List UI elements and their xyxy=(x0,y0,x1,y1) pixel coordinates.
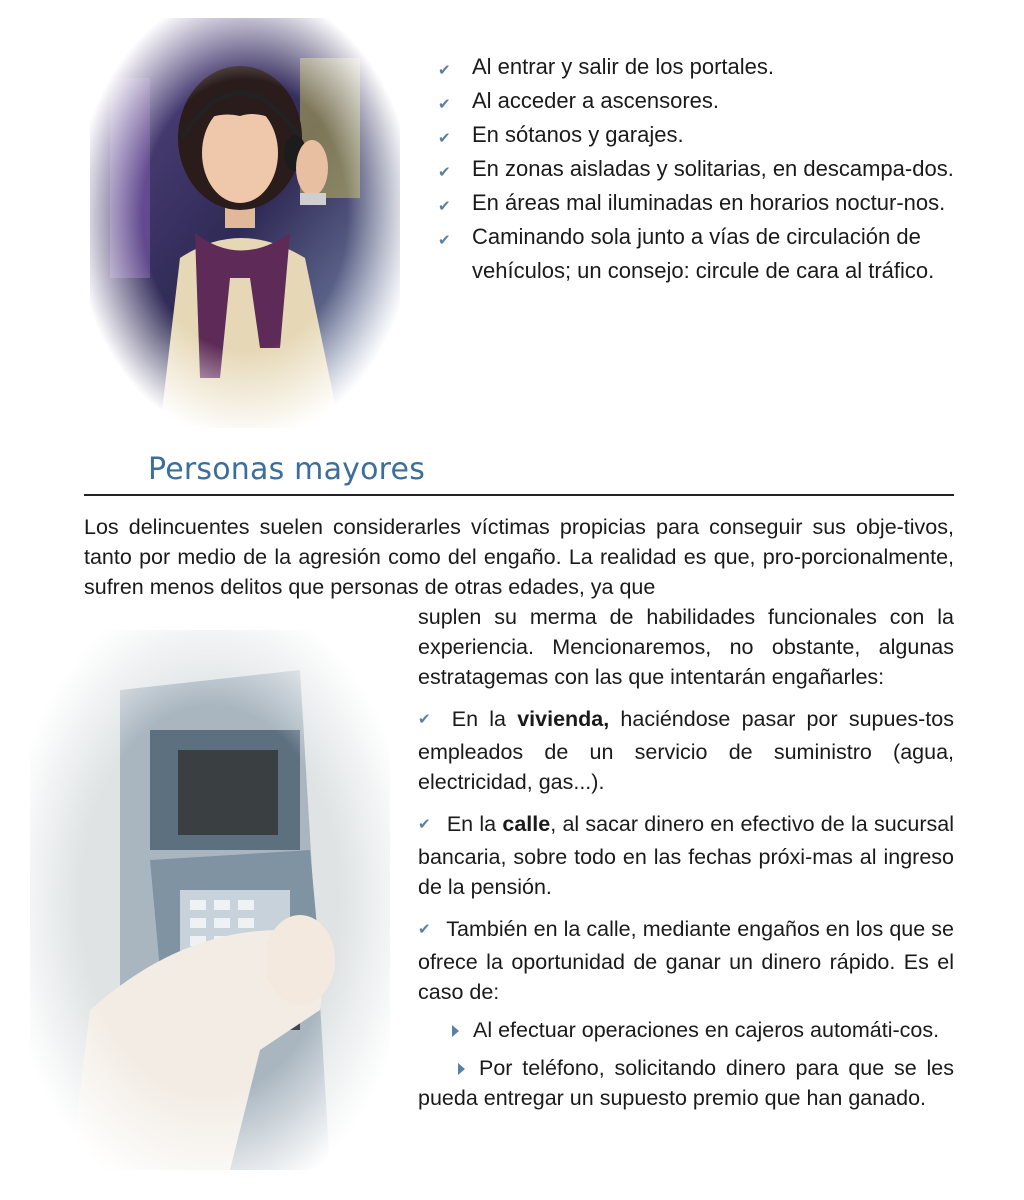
list-item: ✔ En sótanos y garajes. xyxy=(438,118,958,152)
list-item: ✔ Caminando sola junto a vías de circulación de vehículos; un consejo: circule de cara al tráfico. xyxy=(438,224,935,283)
check-icon: ✔ xyxy=(418,816,431,833)
list-item: ✔ También en la calle, mediante engaños en los que se ofrece la oportunidad de ganar un dinero rápido. Es el caso de: xyxy=(418,917,954,1004)
list-item: ✔ En la calle, al sacar dinero en efectivo de la sucursal bancaria, sobre todo en las fechas próxi-mas al ingreso de la pensión. xyxy=(418,812,954,899)
intro-paragraph: Los delincuentes suelen considerarles víctimas propicias para conseguir sus obje-tivos, tanto por medio de la agresión como del engaño. La realidad es que, pro-porcionalmente, sufren menos delitos que personas de otras edades, ya que xyxy=(84,515,954,599)
list-item: ✔ En la vivienda, haciéndose pasar por supues-tos empleados de un servicio de suministro (agua, electricidad, gas...). xyxy=(418,707,954,794)
list-item: ✔ En zonas aisladas y solitarias, en descampa-dos. xyxy=(438,152,958,186)
heading-rule xyxy=(84,494,954,496)
atm-photo xyxy=(30,630,390,1170)
check-icon: ✔ xyxy=(418,921,431,938)
triangle-right-icon xyxy=(452,1025,459,1037)
triangle-right-icon xyxy=(458,1063,465,1075)
sub-list-item: Al efectuar operaciones en cajeros automáti-cos. xyxy=(418,1015,954,1045)
woman-headphones-photo xyxy=(90,18,400,428)
check-icon: ✔ xyxy=(438,96,451,113)
sub-list-item: Por teléfono, solicitando dinero para que se les pueda entregar un supuesto premio que han ganado. xyxy=(418,1056,954,1110)
intro-continuation: suplen su merma de habilidades funcionales con la experiencia. Mencionaremos, no obstante, algunas estratagemas con las que intentarán engañarles: xyxy=(418,605,954,689)
right-column xyxy=(418,602,954,1113)
check-icon: ✔ xyxy=(438,130,451,147)
top-bullet-list xyxy=(438,50,958,288)
list-item: ✔ Al acceder a ascensores. xyxy=(438,84,958,118)
check-icon: ✔ xyxy=(438,62,451,79)
check-icon: ✔ xyxy=(438,232,451,249)
check-icon: ✔ xyxy=(418,711,431,728)
check-icon: ✔ xyxy=(438,198,451,215)
section-title: Personas mayores xyxy=(148,452,426,487)
list-item: ✔ En áreas mal iluminadas en horarios noctur-nos. xyxy=(438,186,958,220)
list-item: ✔ Al entrar y salir de los portales. xyxy=(438,50,958,84)
check-icon: ✔ xyxy=(438,164,451,181)
